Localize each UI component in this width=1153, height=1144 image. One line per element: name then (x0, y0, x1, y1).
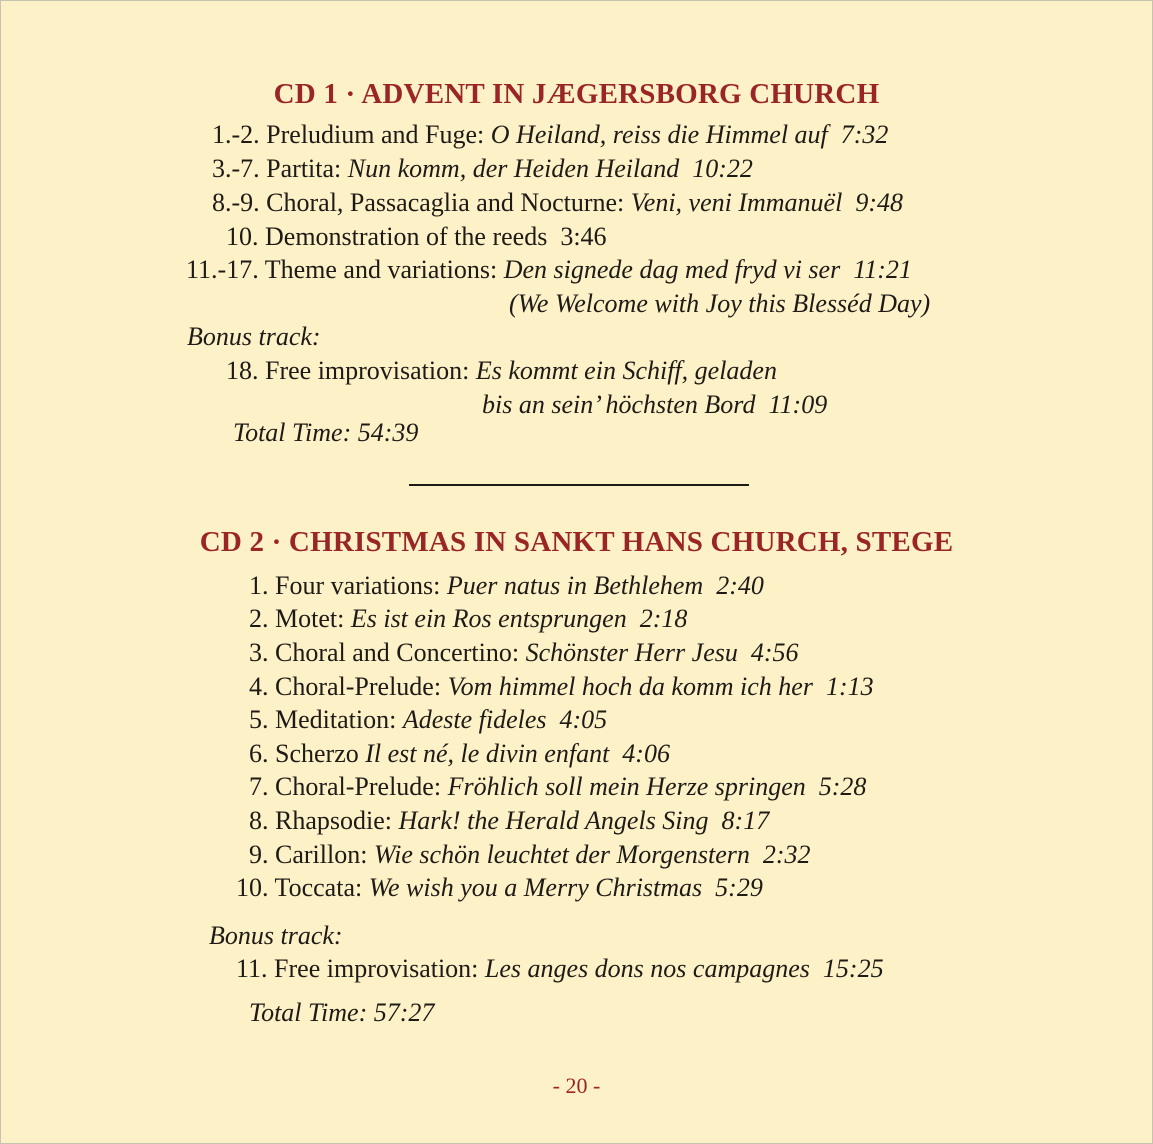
track-title: Il est né, le divin enfant (365, 739, 610, 768)
track-number: 11.-17. (186, 255, 259, 284)
track-title: Es ist ein Ros entsprungen (350, 604, 627, 633)
cd2-total-time (249, 997, 434, 1029)
track-number: 9. (249, 840, 269, 869)
cd1-bonus-track-cont (482, 389, 827, 421)
track-time: 5:28 (818, 772, 867, 801)
track-description: Free improvisation: (265, 356, 470, 385)
track-title: Adeste fideles (402, 705, 547, 734)
track-number: 10. (236, 873, 269, 902)
track-description: Demonstration of the reeds (265, 222, 548, 251)
track-title: Wie schön leuchtet der Morgenstern (373, 840, 750, 869)
track-description: Theme and variations: (264, 255, 498, 284)
cd2-track-10 (236, 872, 763, 904)
cd1-bonus-track (226, 355, 777, 387)
track-title: Schönster Herr Jesu (525, 638, 738, 667)
cd1-track-4 (226, 221, 607, 253)
cd2-track-9 (249, 839, 811, 871)
track-title: Les anges dons nos campagnes (484, 954, 810, 983)
track-title: Puer natus in Bethlehem (446, 571, 704, 600)
track-description: Toccata: (274, 873, 363, 902)
cd1-track-1 (212, 119, 888, 151)
cd2-bonus-label (209, 920, 343, 952)
track-title: Veni, veni Immanuël (630, 188, 843, 217)
track-time: 1:13 (825, 672, 874, 701)
track-time: 11:09 (768, 390, 828, 419)
track-time: 2:40 (716, 571, 764, 600)
track-title: Den signede dag med fryd vi ser (503, 255, 841, 284)
cd1-heading: CD 1 · ADVENT IN JÆGERSBORG CHURCH (273, 78, 880, 110)
track-title-continued: bis an sein’ höchsten Bord (482, 390, 756, 419)
track-description: Scherzo (275, 739, 359, 768)
cd1-track-3 (212, 187, 903, 219)
cd2-heading: CD 2 · CHRISTMAS IN SANKT HANS CHURCH, STEGE (199, 526, 954, 558)
track-number: 10. (226, 222, 259, 251)
track-number: 5. (249, 705, 269, 734)
cd2-track-3 (249, 637, 799, 669)
track-time: 2:32 (762, 840, 811, 869)
track-time: 3:46 (560, 222, 607, 251)
track-time: 4:56 (750, 638, 799, 667)
track-title: We wish you a Merry Christmas (368, 873, 703, 902)
track-title: O Heiland, reiss die Himmel auf (490, 120, 828, 149)
track-number: 3. (249, 638, 269, 667)
track-description: Carillon: (275, 840, 368, 869)
track-subtitle: (We Welcome with Joy this Blesséd Day) (509, 289, 931, 318)
cd2-track-1 (249, 570, 764, 602)
track-number: 18. (226, 356, 259, 385)
cd2-track-8 (249, 805, 769, 837)
page-number: - 20 - (552, 1073, 601, 1098)
track-title: Es kommt ein Schiff, geladen (475, 356, 777, 385)
cd1-track-5-subtitle (509, 288, 930, 320)
total-time: Total Time: 54:39 (233, 418, 419, 447)
cd2-track-5 (249, 704, 607, 736)
track-description: Four variations: (275, 571, 441, 600)
track-number: 4. (249, 672, 269, 701)
section-divider (409, 484, 749, 486)
cd2-track-7 (249, 771, 866, 803)
track-title: Nun komm, der Heiden Heiland (347, 154, 680, 183)
cd2-track-4 (249, 671, 874, 703)
bonus-label: Bonus track: (187, 322, 321, 351)
cd1-bonus-label (187, 321, 321, 353)
track-time: 4:06 (622, 739, 670, 768)
track-time: 7:32 (840, 120, 889, 149)
track-time: 5:29 (715, 873, 763, 902)
cd1-total-time (233, 417, 418, 449)
track-number: 3.-7. (212, 154, 260, 183)
track-number: 8.-9. (212, 188, 260, 217)
track-number: 11. (236, 954, 268, 983)
track-title: Hark! the Herald Angels Sing (398, 806, 709, 835)
bonus-label: Bonus track: (209, 921, 343, 950)
cd1-track-5 (186, 254, 912, 286)
track-description: Choral, Passacaglia and Nocturne: (266, 188, 625, 217)
track-time: 4:05 (559, 705, 608, 734)
track-description: Rhapsodie: (275, 806, 392, 835)
track-time: 9:48 (855, 188, 903, 217)
track-title: Fröhlich soll mein Herze springen (447, 772, 806, 801)
cd2-track-2 (249, 603, 687, 635)
cd2-bonus-track (236, 953, 884, 985)
total-time: Total Time: 57:27 (249, 998, 435, 1027)
track-time: 10:22 (692, 154, 753, 183)
track-time: 11:21 (853, 255, 912, 284)
track-description: Choral-Prelude: (275, 672, 442, 701)
track-description: Choral-Prelude: (275, 772, 442, 801)
track-time: 8:17 (721, 806, 770, 835)
track-time: 15:25 (822, 954, 884, 983)
track-description: Choral and Concertino: (275, 638, 520, 667)
track-description: Free improvisation: (274, 954, 479, 983)
track-number: 6. (249, 739, 269, 768)
track-description: Partita: (266, 154, 342, 183)
track-number: 1.-2. (212, 120, 260, 149)
track-number: 1. (249, 571, 269, 600)
cd1-track-2 (212, 153, 753, 185)
track-number: 8. (249, 806, 269, 835)
track-number: 7. (249, 772, 269, 801)
track-title: Vom himmel hoch da komm ich her (447, 672, 813, 701)
track-number: 2. (249, 604, 269, 633)
track-time: 2:18 (639, 604, 688, 633)
track-description: Preludium and Fuge: (266, 120, 485, 149)
track-description: Motet: (275, 604, 345, 633)
track-description: Meditation: (275, 705, 397, 734)
cd2-track-6 (249, 738, 670, 770)
